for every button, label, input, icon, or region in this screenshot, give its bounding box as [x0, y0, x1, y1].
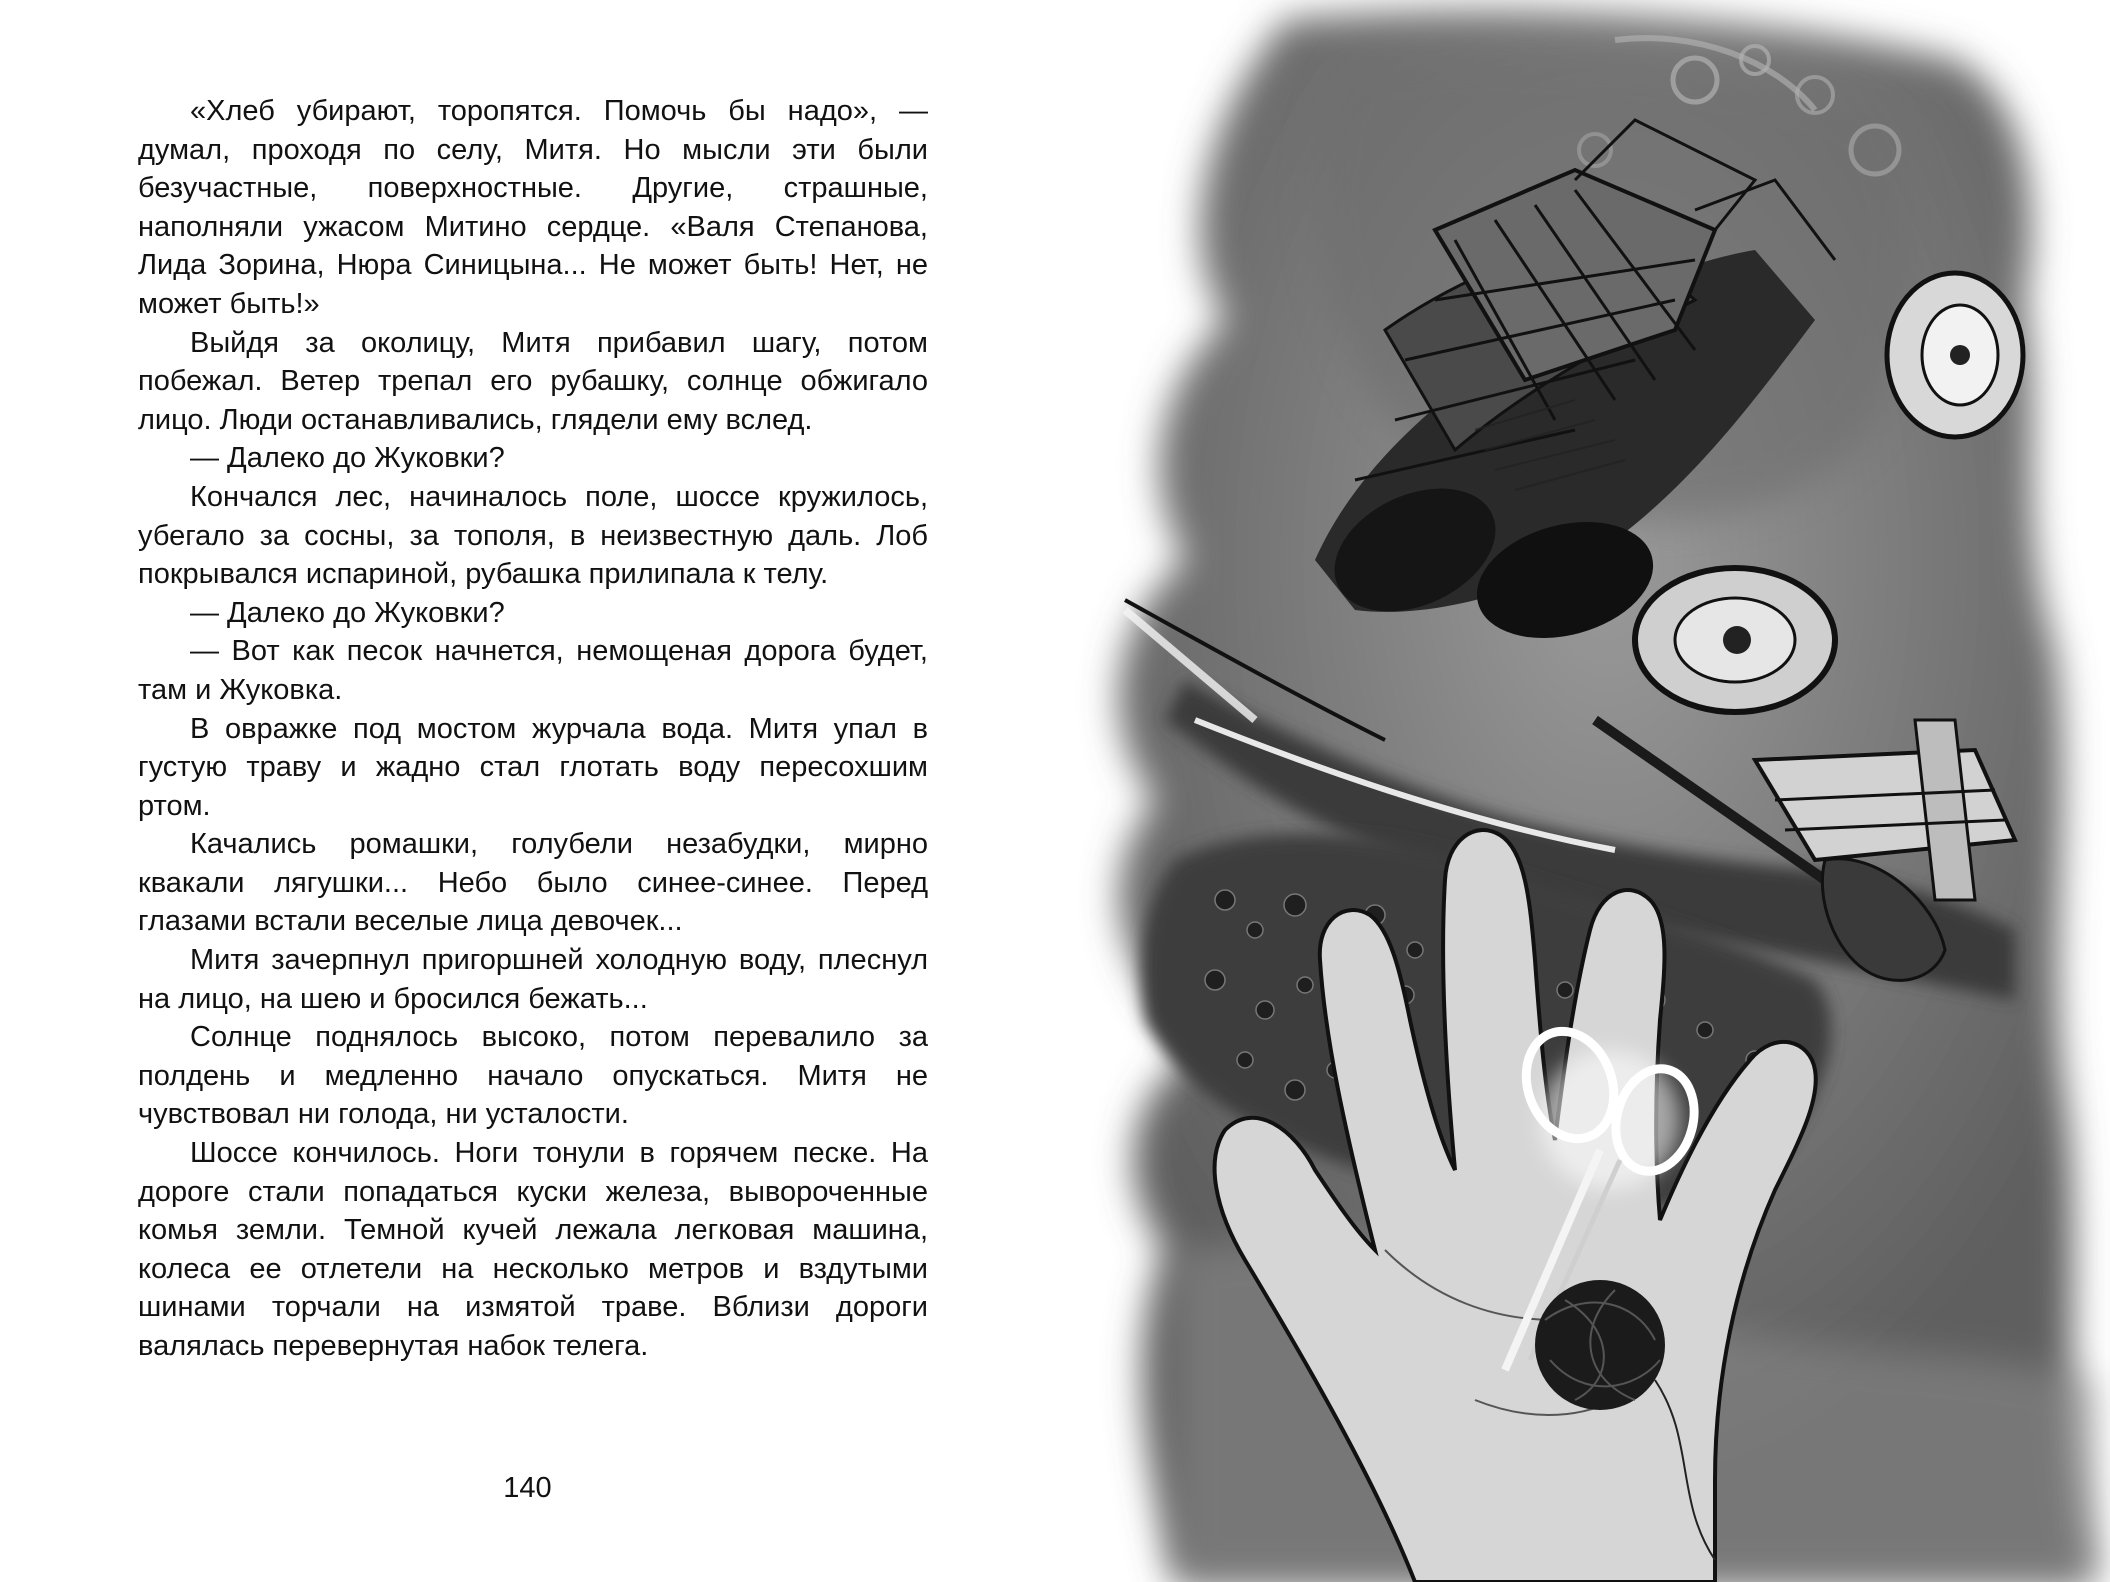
paragraph: Солнце поднялось высоко, потом перевалило за полдень и медленно начало опускаться. Митя не чувствовал ни голода, ни усталости. — [138, 1021, 928, 1131]
page-number: 140 — [503, 1472, 552, 1504]
text-block — [138, 92, 928, 1366]
ink-illustration — [1055, 0, 2110, 1582]
paragraph: Митя зачерпнул пригоршней холодную воду, плеснул на лицо, на шею и бросился бежать... — [138, 944, 928, 1015]
paragraph: «Хлеб убирают, торопятся. Помочь бы надо», — думал, проходя по селу, Митя. Но мысли эти были безучастные, поверхностные. Другие, страшные, наполняли ужасом Митино сердце. «Валя Степанова, Лида Зорина, Нюра Синицына... Не может быть! Нет, не может быть!» — [138, 95, 928, 320]
paragraph: — Далеко до Жуковки? — [190, 442, 505, 475]
paragraph: — Далеко до Жуковки? — [190, 596, 505, 629]
paragraph: Кончался лес, начиналось поле, шоссе кружилось, убегало за сосны, за тополя, в неизвестную даль. Лоб покрывался испариной, рубашка прилипала к телу. — [138, 480, 928, 591]
paragraph: В овражке под мостом журчала вода. Митя упал в густую траву и жадно стал глотать воду пересохшим ртом. — [138, 712, 928, 822]
paragraph: Шоссе кончилось. Ноги тонули в горячем песке. На дороге стали попадаться куски железа, вывороченные комья земли. Темной кучей лежала легковая машина, колеса ее отлетели на несколько метров и вздутыми шинами торчали на измятой траве. Вблизи дороги валялась перевернутая набок телега. — [138, 1137, 928, 1362]
paragraph: Выйдя за околицу, Митя прибавил шагу, потом побежал. Ветер трепал его рубашку, солнце обжигало лицо. Люди останавливались, глядели ему вслед. — [138, 326, 928, 436]
paragraph: — Вот как песок начнется, немощеная дорога будет, там и Жуковка. — [138, 635, 928, 706]
paragraph: Качались ромашки, голубели незабудки, мирно квакали лягушки... Небо было синее-синее. Перед глазами встали веселые лица девочек... — [138, 828, 928, 938]
wheel-icon — [1887, 273, 2023, 437]
illustration-page — [1055, 0, 2110, 1582]
wheel-icon — [1635, 568, 1835, 712]
